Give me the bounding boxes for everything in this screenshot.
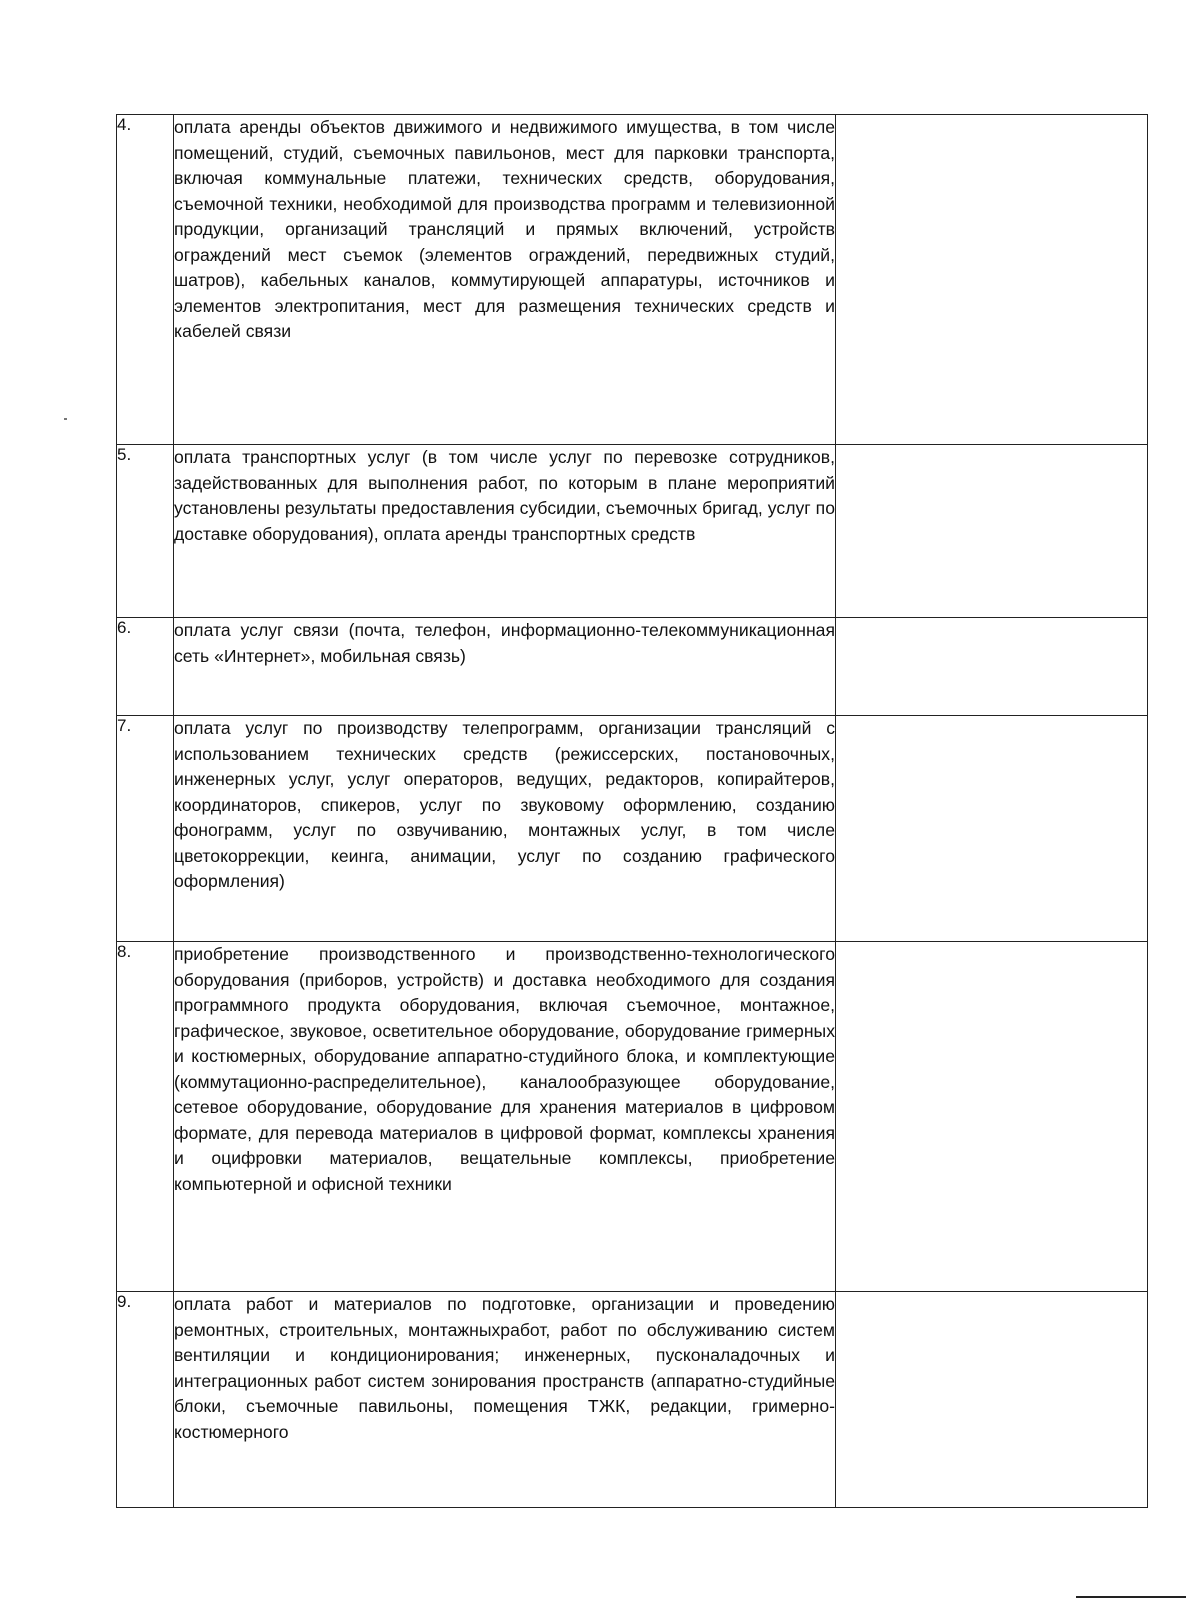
expense-table [116,114,1148,1508]
footer-rule [1076,1596,1186,1598]
row-empty-cell [836,445,1148,618]
row-number: 6. [117,618,174,716]
row-number: 5. [117,445,174,618]
row-number: 8. [117,942,174,1292]
row-description: приобретение производственного и производственно-технологического оборудования (приборов, устройств) и доставка необходимого для создания программного продукта оборудования, включая съемочное, монтажное, графическое, звуковое, осветительное оборудование, оборудование гримерных и костюмерных, оборудование аппаратно-студийного блока, и комплектующие (коммутационно-распределительное), каналообразующее оборудование, сетевое оборудование, оборудование для хранения материалов в цифровом формате, для перевода материалов в цифровой формат, комплексы хранения и оцифровки материалов, вещательные комплексы, приобретение компьютерной и офисной техники [174,942,836,1292]
row-description: оплата услуг по производству телепрограмм, организации трансляций с использованием технических средств (режиссерских, постановочных, инженерных услуг, услуг операторов, ведущих, редакторов, копирайтеров, координаторов, спикеров, услуг по звуковому оформлению, созданию фонограмм, услуг по озвучиванию, монтажных услуг, в том числе цветокоррекции, кеинга, анимации, услуг по созданию графического оформления) [174,716,836,942]
row-empty-cell [836,716,1148,942]
row-description: оплата транспортных услуг (в том числе услуг по перевозке сотрудников, задействованных для выполнения работ, по которым в плане мероприятий установлены результаты предоставления субсидии, съемочных бригад, услуг по доставке оборудования), оплата аренды транспортных средств [174,445,836,618]
row-empty-cell [836,115,1148,445]
table-row [117,716,1148,942]
row-description: оплата работ и материалов по подготовке, организации и проведению ремонтных, строительных, монтажныхработ, работ по обслуживанию систем вентиляции и кондиционирования; инженерных, пусконаладочных и интеграционных работ систем зонирования пространств (аппаратно-студийные блоки, съемочные павильоны, помещения ТЖК, редакции, гримерно-костюмерного [174,1292,836,1508]
row-description: оплата аренды объектов движимого и недвижимого имущества, в том числе помещений, студий, съемочных павильонов, мест для парковки транспорта, включая коммунальные платежи, технических средств, оборудования, съемочной техники, необходимой для производства программ и телевизионной продукции, организаций трансляций и прямых включений, устройств ограждений мест съемок (элементов ограждений, передвижных студий, шатров), кабельных каналов, коммутирующей аппаратуры, источников и элементов электропитания, мест для размещения технических средств и кабелей связи [174,115,836,445]
row-number: 9. [117,1292,174,1508]
scan-mark [64,418,67,420]
row-empty-cell [836,1292,1148,1508]
table-row [117,942,1148,1292]
table-row [117,1292,1148,1508]
table-row [117,445,1148,618]
table-row [117,618,1148,716]
row-number: 4. [117,115,174,445]
row-empty-cell [836,942,1148,1292]
row-description: оплата услуг связи (почта, телефон, информационно-телекоммуникационная сеть «Интернет», мобильная связь) [174,618,836,716]
table-row [117,115,1148,445]
row-number: 7. [117,716,174,942]
row-empty-cell [836,618,1148,716]
